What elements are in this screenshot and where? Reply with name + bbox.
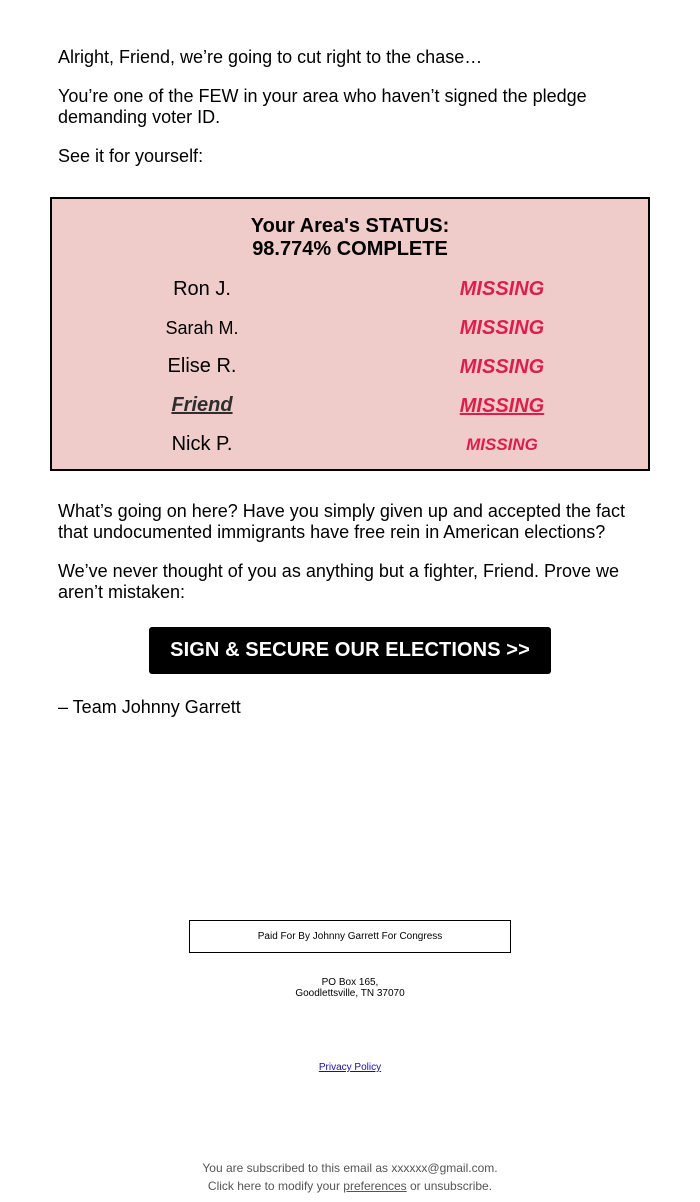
intro-paragraph: Alright, Friend, we’re going to cut right to the chase…	[58, 47, 483, 67]
see-paragraph: See it for yourself:	[58, 146, 204, 166]
status-row-name: Nick P.	[171, 433, 233, 455]
status-row-missing: MISSING	[459, 356, 545, 378]
status-row-missing: MISSING	[459, 278, 545, 300]
unsubscribe-link[interactable]: unsubscribe	[424, 1179, 489, 1193]
subscribed-prefix: You are subscribed to this email as	[202, 1161, 392, 1175]
status-complete: 98.774% COMPLETE	[252, 238, 448, 260]
modify-end: .	[488, 1179, 493, 1193]
privacy-policy-link[interactable]: Privacy Policy	[318, 1062, 382, 1073]
modify-line	[0, 1177, 700, 1195]
subscription-footer	[0, 1159, 700, 1195]
status-row-missing: MISSING	[466, 435, 538, 454]
subscribed-email: xxxxxx@gmail.com	[391, 1161, 495, 1175]
preferences-link[interactable]: preferences	[343, 1179, 407, 1193]
status-row-missing-link[interactable]: MISSING	[459, 395, 545, 417]
sign-secure-elections-button[interactable]: SIGN & SECURE OUR ELECTIONS >>	[149, 627, 551, 674]
click-here-link[interactable]: Click here	[207, 1179, 262, 1193]
signoff: – Team Johnny Garrett	[58, 697, 241, 717]
fighter-paragraph: We’ve never thought of you as anything but a fighter, Friend. Prove we aren’t mistaken:	[58, 561, 619, 602]
subscribed-suffix: .	[494, 1161, 498, 1175]
status-row-missing: MISSING	[459, 317, 545, 339]
status-row-name: Sarah M.	[165, 318, 239, 338]
modify-or: or	[406, 1179, 425, 1193]
status-row-name: Elise R.	[167, 355, 237, 377]
address-line-2: Goodlettsville, TN 37070	[295, 988, 405, 999]
subscribed-line	[0, 1159, 700, 1177]
privacy-section	[0, 1062, 700, 1074]
paid-for-disclaimer: Paid For By Johnny Garrett For Congress	[189, 920, 511, 953]
few-paragraph: You’re one of the FEW in your area who haven’t signed the pledge demanding voter ID.	[58, 86, 587, 127]
status-row-name-friend[interactable]: Friend	[171, 394, 233, 416]
area-status-box	[50, 197, 650, 471]
whats-paragraph: What’s going on here? Have you simply given up and accepted the fact that undocumented immigrants have free rein in American elections?	[58, 501, 626, 542]
address-line-1: PO Box 165,	[321, 977, 379, 988]
status-row-name: Ron J.	[173, 278, 231, 300]
status-title: Your Area's STATUS:	[250, 215, 450, 237]
mailing-address	[0, 977, 700, 999]
modify-middle: to modify your	[261, 1179, 344, 1193]
